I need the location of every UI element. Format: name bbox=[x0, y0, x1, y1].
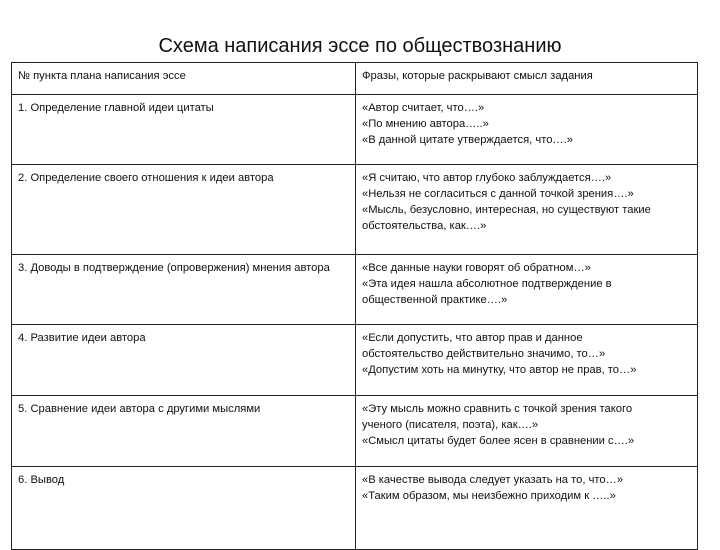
phrase-line: «Эта идея нашла абсолютное подтверждение в bbox=[362, 278, 612, 290]
table-row bbox=[12, 467, 698, 550]
table-row bbox=[12, 396, 698, 467]
phrase-line: «Мысль, безусловно, интересная, но существуют такие bbox=[362, 204, 651, 216]
phrase-line: ученого (писателя, поэта), как….» bbox=[362, 419, 539, 431]
phrase-line: «Эту мысль можно сравнить с точкой зрения такого bbox=[362, 403, 633, 415]
essay-plan-table bbox=[11, 62, 698, 550]
phrases-cell bbox=[356, 396, 698, 467]
phrase-line: «Я считаю, что автор глубоко заблуждается….» bbox=[362, 172, 612, 184]
step-text: 5. Сравнение идеи автора с другими мыслями bbox=[18, 403, 261, 415]
phrase-line: «Нельзя не согласиться с данной точкой зрения….» bbox=[362, 188, 634, 200]
page-title: Схема написания эссе по обществознанию bbox=[158, 35, 562, 57]
phrase-line: «Автор считает, что….» bbox=[362, 102, 485, 114]
step-text: 1. Определение главной идеи цитаты bbox=[18, 102, 214, 114]
table-row bbox=[12, 165, 698, 255]
phrases-cell bbox=[356, 467, 698, 550]
table-row bbox=[12, 95, 698, 165]
phrase-line: «По мнению автора…..» bbox=[362, 118, 489, 130]
step-cell bbox=[12, 255, 356, 325]
phrase-line: обстоятельства, как….» bbox=[362, 220, 487, 232]
header-step-column: № пункта плана написания эссе bbox=[12, 63, 356, 95]
step-cell bbox=[12, 95, 356, 165]
table-row bbox=[12, 325, 698, 396]
table-header-row bbox=[12, 63, 698, 95]
phrases-cell bbox=[356, 95, 698, 165]
phrase-line: «В данной цитате утверждается, что….» bbox=[362, 134, 573, 146]
table-row bbox=[12, 255, 698, 325]
step-text: 4. Развитие идеи автора bbox=[18, 332, 146, 344]
phrase-line: «Таким образом, мы неизбежно приходим к …..» bbox=[362, 490, 616, 502]
step-cell bbox=[12, 396, 356, 467]
phrase-line: «В качестве вывода следует указать на то, что…» bbox=[362, 474, 624, 486]
phrase-line: «Если допустить, что автор прав и данное bbox=[362, 332, 583, 344]
phrase-line: «Смысл цитаты будет более ясен в сравнении с….» bbox=[362, 435, 635, 447]
phrase-line: «Все данные науки говорят об обратном…» bbox=[362, 262, 591, 274]
phrase-line: «Допустим хоть на минутку, что автор не прав, то…» bbox=[362, 364, 637, 376]
phrases-cell bbox=[356, 325, 698, 396]
phrase-line: обстоятельство действительно значимо, то…» bbox=[362, 348, 606, 360]
step-cell bbox=[12, 325, 356, 396]
step-text: 3. Доводы в подтверждение (опровержения) мнения автора bbox=[18, 262, 330, 274]
step-text: 6. Вывод bbox=[18, 474, 65, 486]
step-text: 2. Определение своего отношения к идеи автора bbox=[18, 172, 274, 184]
phrases-cell bbox=[356, 255, 698, 325]
header-phrases-column: Фразы, которые раскрывают смысл задания bbox=[356, 63, 698, 95]
phrases-cell bbox=[356, 165, 698, 255]
step-cell bbox=[12, 467, 356, 550]
step-cell bbox=[12, 165, 356, 255]
phrase-line: общественной практике….» bbox=[362, 294, 508, 306]
